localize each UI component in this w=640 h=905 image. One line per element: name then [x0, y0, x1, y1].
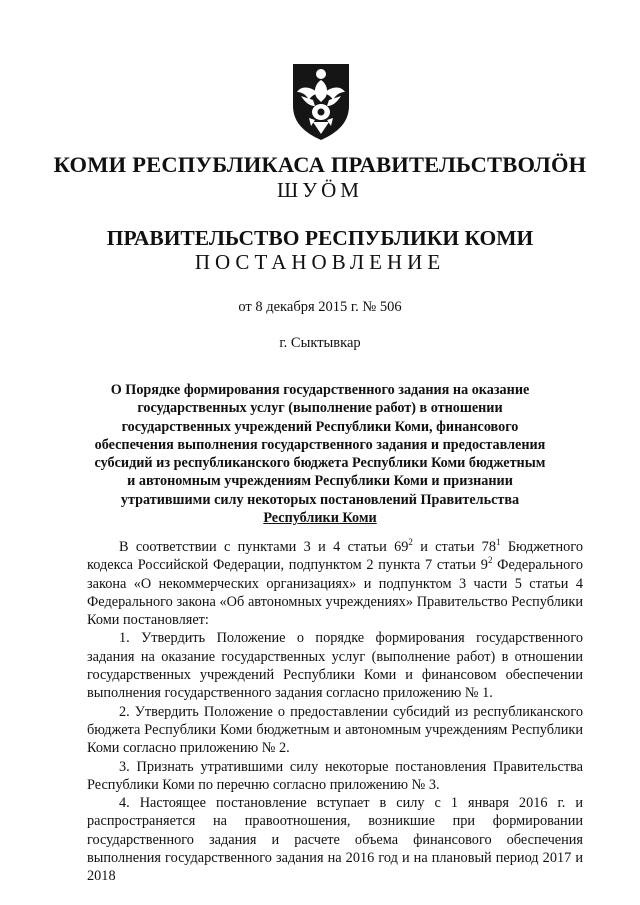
- komi-government-title: КОМИ РЕСПУБЛИКАСА ПРАВИТЕЛЬСТВОЛӦН: [53, 152, 587, 177]
- item-paragraph-2: 2. Утвердить Положение о предоставлении субсидий из республиканского бюджета Республики Коми бюджетным и автономным учреждениям Республики Коми согласно приложению № 2.: [87, 703, 583, 757]
- title-line: О Порядке формирования государственного задания на оказание: [110, 382, 530, 398]
- intro-paragraph: В соответствии с пунктами 3 и 4 статьи $69^2$ и статьи $78^1$ Бюджетного кодекса Российской Федерации, подпунктом 2 пункта 7 статьи $9^2$ Федерального закона «О некоммерческих организациях» и подпунктом 3 части 5 статьи 4 Федерального закона «Об автономных учреждениях» Правительство Республики Коми постановляет:: [87, 537, 583, 629]
- item-paragraph-3: 3. Признать утратившими силу некоторые постановления Правительства Республики Коми по перечню согласно приложению № 3.: [87, 758, 583, 793]
- title-line: государственных услуг (выполнение работ) в отношении: [137, 400, 503, 417]
- title-last-line: Республики Коми: [263, 510, 377, 527]
- title-line: и автономным учреждениям Республики Коми и признании: [127, 473, 513, 490]
- item-paragraph-1: 1. Утвердить Положение о порядке формирования государственного задания на оказание государственных услуг (выполнение работ) в отношении государственных учреждений Республики Коми и финансовом обеспечении выполнения государственного задания согласно приложению № 1.: [87, 630, 583, 702]
- title-line: утратившими силу некоторых постановлений Правительства: [120, 491, 520, 508]
- government-title: ПРАВИТЕЛЬСТВО РЕСПУБЛИКИ КОМИ: [106, 226, 534, 250]
- title-line: обеспечения выполнения государственного задания и предоставления: [94, 436, 546, 453]
- decree-city: г. Сыктывкар: [279, 335, 361, 351]
- coat-of-arms-emblem: [289, 62, 353, 142]
- decree-date-number: от 8 декабря 2015 г. № 506: [238, 299, 402, 315]
- title-line: [0, 509, 640, 527]
- item-paragraph-4: 4. Настоящее постановление вступает в силу с 1 января 2016 г. и распространяется на правоотношения, возникшие при формировании государственного задания и расчете объема финансового обеспечения выполнения государственного задания на 2016 год и на плановый период 2017 и 2018: [87, 795, 583, 885]
- komi-decree-subtitle: ШУӦМ: [277, 178, 363, 202]
- document-title: [0, 381, 640, 527]
- title-line: государственных учреждений Республики Коми, финансового: [121, 418, 519, 435]
- decree-subtitle: ПОСТАНОВЛЕНИЕ: [194, 250, 446, 274]
- title-line: субсидий из республиканского бюджета Республики Коми бюджетным: [94, 455, 546, 472]
- document-body: [87, 538, 583, 886]
